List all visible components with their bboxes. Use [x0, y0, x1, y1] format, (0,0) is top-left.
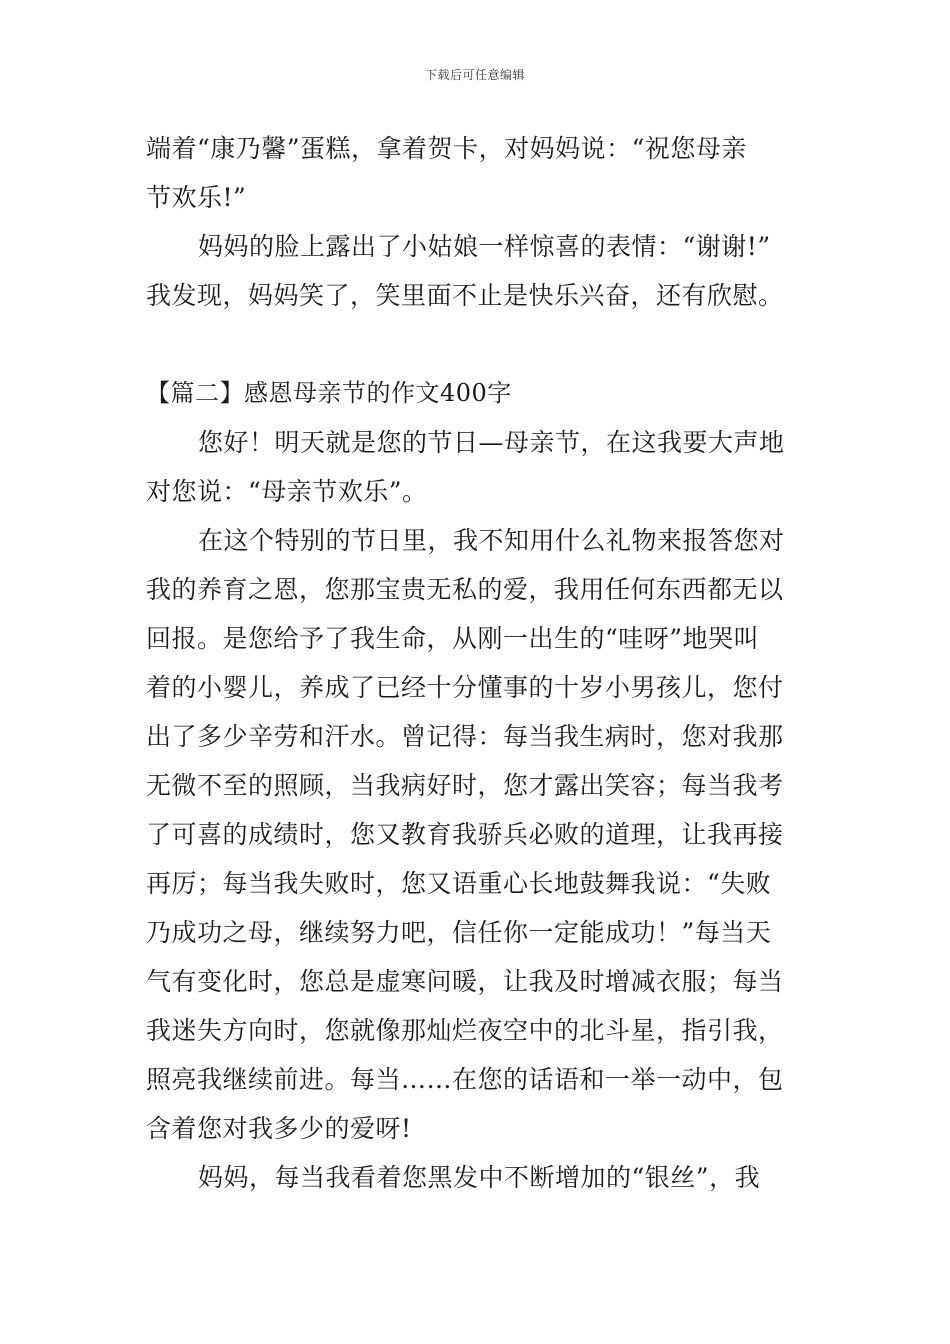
text-line: 照亮我继续前进。每当……在您的话语和一举一动中，包 [146, 1065, 784, 1094]
text-line: 节欢乐!” [146, 183, 247, 212]
text-line: 我的养育之恩，您那宝贵无私的爱，我用任何东西都无以 [146, 575, 784, 604]
paragraph [146, 222, 808, 320]
text-line: 了可喜的成绩时，您又教育我骄兵必败的道理，让我再接 [146, 820, 784, 849]
paragraph [146, 124, 808, 222]
text-line: 着的小婴儿，养成了已经十分懂事的十岁小男孩儿，您付 [146, 673, 784, 702]
text-line: 对您说：“母亲节欢乐”。 [146, 477, 428, 506]
text-line: 出了多少辛劳和汗水。曾记得：每当我生病时，您对我那 [146, 722, 784, 751]
text-line: 您好！明天就是您的节日—母亲节，在这我要大声地 [198, 428, 785, 457]
section-heading: 【篇二】感恩母亲节的作文400字 [146, 379, 512, 407]
text-line: 我迷失方向时，您就像那灿烂夜空中的北斗星，指引我， [146, 1016, 784, 1045]
text-line: 无微不至的照顾，当我病好时，您才露出笑容；每当我考 [146, 771, 784, 800]
text-line: 乃成功之母，继续努力吧，信任你一定能成功！”每当天 [146, 918, 772, 947]
paragraph [146, 1153, 808, 1202]
page-header: 下载后可任意编辑 [424, 68, 525, 82]
document-body [146, 124, 808, 1202]
paragraph [146, 418, 808, 516]
text-line: 再厉；每当我失败时，您又语重心长地鼓舞我说：“失败 [146, 869, 772, 898]
text-line: 妈妈，每当我看着您黑发中不断增加的“银丝”，我 [198, 1163, 761, 1192]
text-line: 含着您对我多少的爱呀! [146, 1114, 412, 1143]
text-line: 回报。是您给予了我生命，从刚一出生的“哇呀”地哭叫 [146, 624, 760, 653]
text-line: 我发现，妈妈笑了，笑里面不止是快乐兴奋，还有欣慰。 [146, 281, 784, 310]
text-line: 在这个特别的节日里，我不知用什么礼物来报答您对 [198, 526, 785, 555]
paragraph [146, 516, 808, 1153]
text-line: 妈妈的脸上露出了小姑娘一样惊喜的表情：“谢谢!” [198, 232, 771, 261]
blank-line [146, 320, 808, 369]
text-line: 气有变化时，您总是虚寒问暖，让我及时增减衣服；每当 [146, 967, 784, 996]
text-line: 端着“康乃馨”蛋糕，拿着贺卡，对妈妈说：“祝您母亲 [146, 134, 747, 163]
